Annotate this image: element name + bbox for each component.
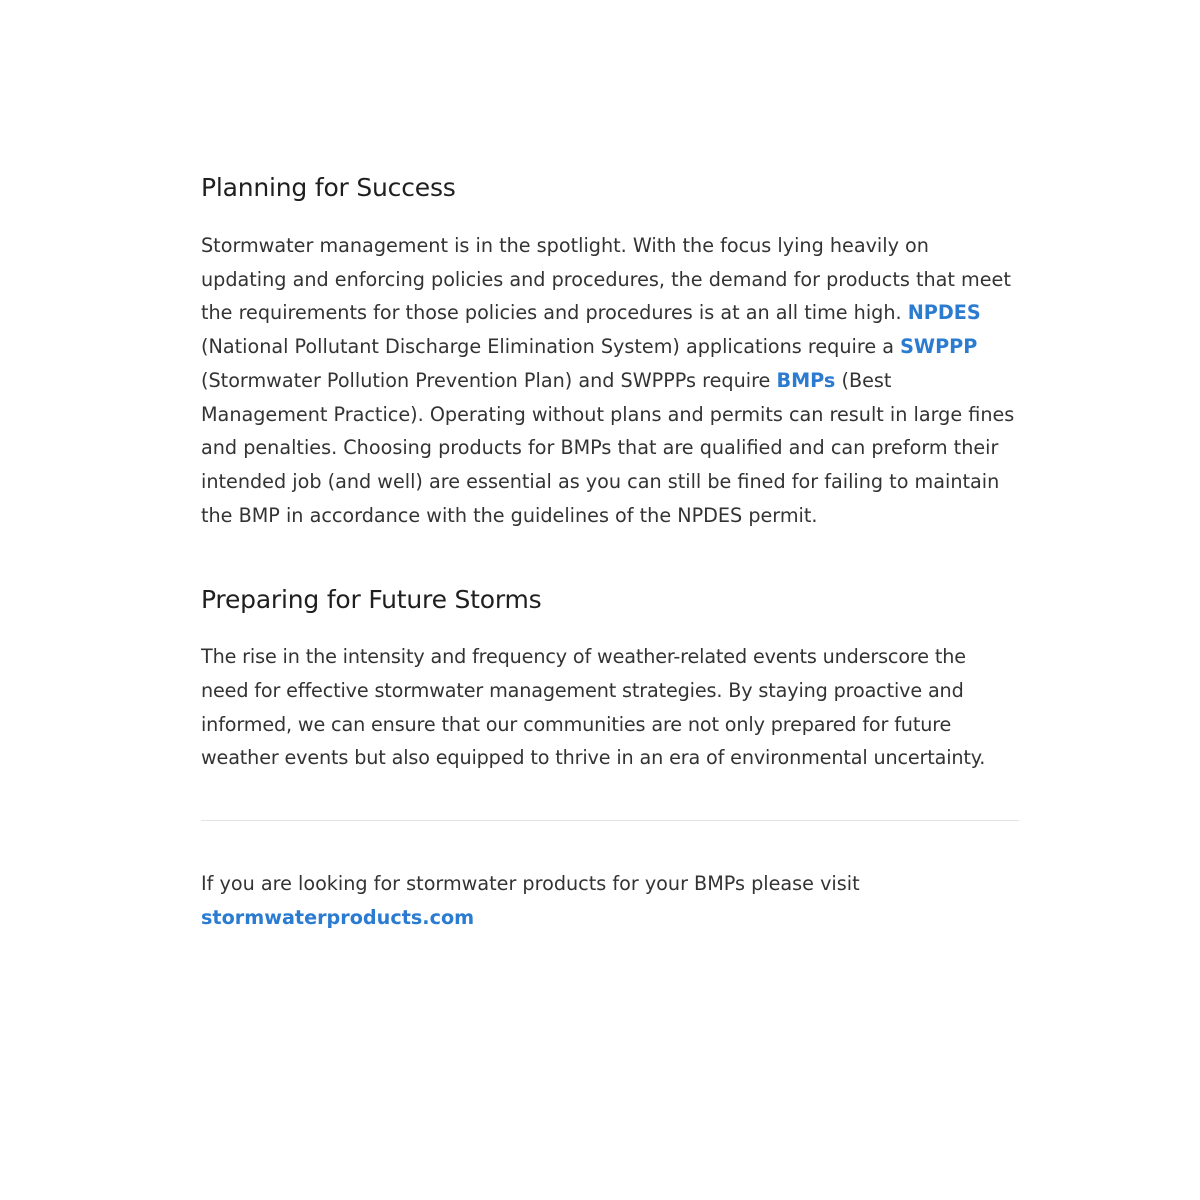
article-content bbox=[201, 168, 1019, 935]
swppp-link[interactable]: SWPPP bbox=[900, 335, 978, 359]
divider bbox=[201, 820, 1019, 821]
paragraph-text: (Stormwater Pollution Prevention Plan) and SWPPPs require bbox=[201, 368, 771, 392]
footer-text: If you are looking for stormwater products for your BMPs please visit bbox=[201, 872, 860, 896]
paragraph-text: Stormwater management is in the spotlight. With the focus lying heavily on updating and enforcing policies and procedures, the demand for products that meet the requirements for those policies and procedures is at an all time high. bbox=[201, 234, 1011, 325]
footer-note bbox=[201, 867, 1019, 934]
section-heading-planning: Planning for Success bbox=[201, 173, 456, 202]
npdes-link[interactable]: NPDES bbox=[907, 301, 981, 325]
bmps-link[interactable]: BMPs bbox=[776, 368, 836, 392]
paragraph-text: (National Pollutant Discharge Elimination System) applications require a bbox=[201, 335, 894, 359]
paragraph-text: (Best Management Practice). Operating without plans and permits can result in large fines and penalties. Choosing products for BMPs that are qualified and can preform their intended job (and well) are essential as you can still be fined for failing to maintain the BMP in accordance with the guidelines of the NPDES permit. bbox=[201, 368, 1015, 527]
stormwaterproducts-link[interactable]: stormwaterproducts.com bbox=[201, 905, 475, 929]
section-paragraph-planning bbox=[201, 229, 1019, 532]
section-heading-future-storms: Preparing for Future Storms bbox=[201, 585, 542, 615]
section-paragraph-future-storms: The rise in the intensity and frequency of weather-related events underscore the need for effective stormwater management strategies. By staying proactive and informed, we can ensure that our communities are not only prepared for future weather events but also equipped to thrive in an era of environmental uncertainty. bbox=[201, 645, 986, 770]
